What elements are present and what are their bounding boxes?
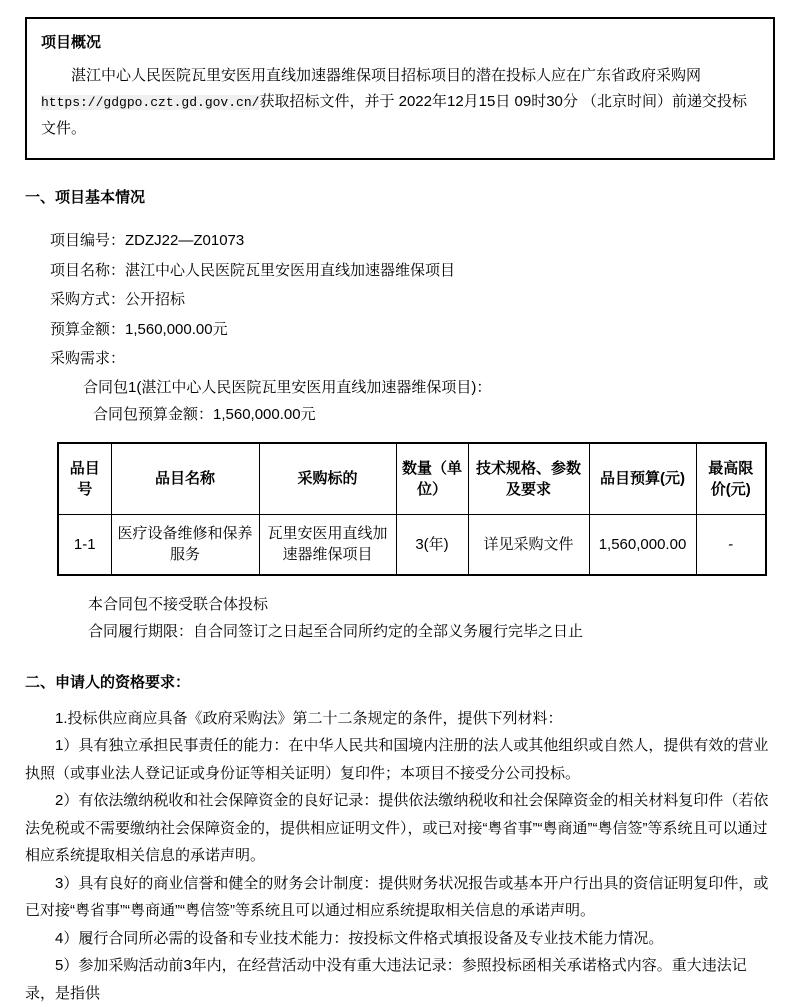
- col-header-item-budget: 品目预算(元): [589, 443, 696, 515]
- overview-paragraph: [41, 63, 759, 142]
- cell-item-name: 医疗设备维修和保养服务: [111, 515, 259, 575]
- cell-item-no: 1-1: [58, 515, 111, 575]
- col-header-item-name: 品目名称: [111, 443, 259, 515]
- cell-tech-spec: 详见采购文件: [468, 515, 589, 575]
- field-project-name: 项目名称：湛江中心人民医院瓦里安医用直线加速器维保项目: [50, 256, 775, 286]
- table-header-row: [58, 443, 766, 515]
- overview-text-before-url: 湛江中心人民医院瓦里安医用直线加速器维保项目招标项目的潜在投标人应在广东省政府采购网: [71, 67, 701, 84]
- qualification-para-2: 2）有依法缴纳税收和社会保障资金的良好记录：提供依法缴纳税收和社会保障资金的相关材料复印件（若依法免税或不需要缴纳社会保障资金的，提供相应证明文件），或已对接“粤省事”“粤商通”“粤信签”等系统且可以通过相应系统提取相关信息的承诺声明。: [25, 787, 775, 870]
- contract-notes: [88, 591, 775, 645]
- col-header-item-no: 品目号: [58, 443, 111, 515]
- cell-procurement-target: 瓦里安医用直线加速器维保项目: [259, 515, 396, 575]
- col-header-max-price: 最高限价(元): [696, 443, 766, 515]
- basic-info-fields: [50, 226, 775, 374]
- section-basic-heading: 一、项目基本情况: [25, 186, 775, 207]
- qualification-para-intro: 1.投标供应商应具备《政府采购法》第二十二条规定的条件，提供下列材料：: [25, 705, 775, 733]
- section-qualification-heading: 二、申请人的资格要求：: [25, 671, 775, 692]
- note-no-consortium: 本合同包不接受联合体投标: [88, 591, 775, 618]
- qualification-para-3: 3）具有良好的商业信誉和健全的财务会计制度：提供财务状况报告或基本开户行出具的资信证明复印件，或已对接“粤省事”“粤商通”“粤信签”等系统且可以通过相应系统提取相关信息的承诺声明。: [25, 870, 775, 925]
- qualification-para-5: 5）参加采购活动前3年内，在经营活动中没有重大违法记录：参照投标函相关承诺格式内容。重大违法记录，是指供: [25, 952, 775, 1007]
- col-header-procurement-target: 采购标的: [259, 443, 396, 515]
- cell-max-price: -: [696, 515, 766, 575]
- note-contract-period: 合同履行期限：自合同签订之日起至合同所约定的全部义务履行完毕之日止: [88, 618, 775, 645]
- overview-text-after-url: 获取招标文件，并于 2022年12月15日 09时30分 （北京时间）前递交投标文件。: [41, 93, 747, 137]
- field-procurement-method: 采购方式：公开招标: [50, 285, 775, 315]
- overview-title: 项目概况: [41, 31, 759, 52]
- project-overview-box: [25, 17, 775, 160]
- contract-package-budget: 合同包预算金额：1,560,000.00元: [93, 401, 775, 428]
- field-budget-amount: 预算金额：1,560,000.00元: [50, 315, 775, 345]
- table-row: [58, 515, 766, 575]
- col-header-tech-spec: 技术规格、参数及要求: [468, 443, 589, 515]
- field-procurement-demand: 采购需求：: [50, 344, 775, 374]
- qualification-paragraphs: [25, 705, 775, 1007]
- col-header-quantity-unit: 数量（单位）: [396, 443, 468, 515]
- qualification-para-1: 1）具有独立承担民事责任的能力：在中华人民共和国境内注册的法人或其他组织或自然人，提供有效的营业执照（或事业法人登记证或身份证等相关证明）复印件；本项目不接受分公司投标。: [25, 732, 775, 787]
- procurement-items-table: [57, 442, 767, 576]
- contract-package-title: 合同包1(湛江中心人民医院瓦里安医用直线加速器维保项目)：: [83, 374, 775, 401]
- procurement-site-url: https://gdgpo.czt.gd.gov.cn/: [41, 95, 259, 110]
- field-project-number: 项目编号：ZDZJ22—Z01073: [50, 226, 775, 256]
- cell-item-budget: 1,560,000.00: [589, 515, 696, 575]
- cell-quantity-unit: 3(年): [396, 515, 468, 575]
- qualification-para-4: 4）履行合同所必需的设备和专业技术能力：按投标文件格式填报设备及专业技术能力情况。: [25, 925, 775, 953]
